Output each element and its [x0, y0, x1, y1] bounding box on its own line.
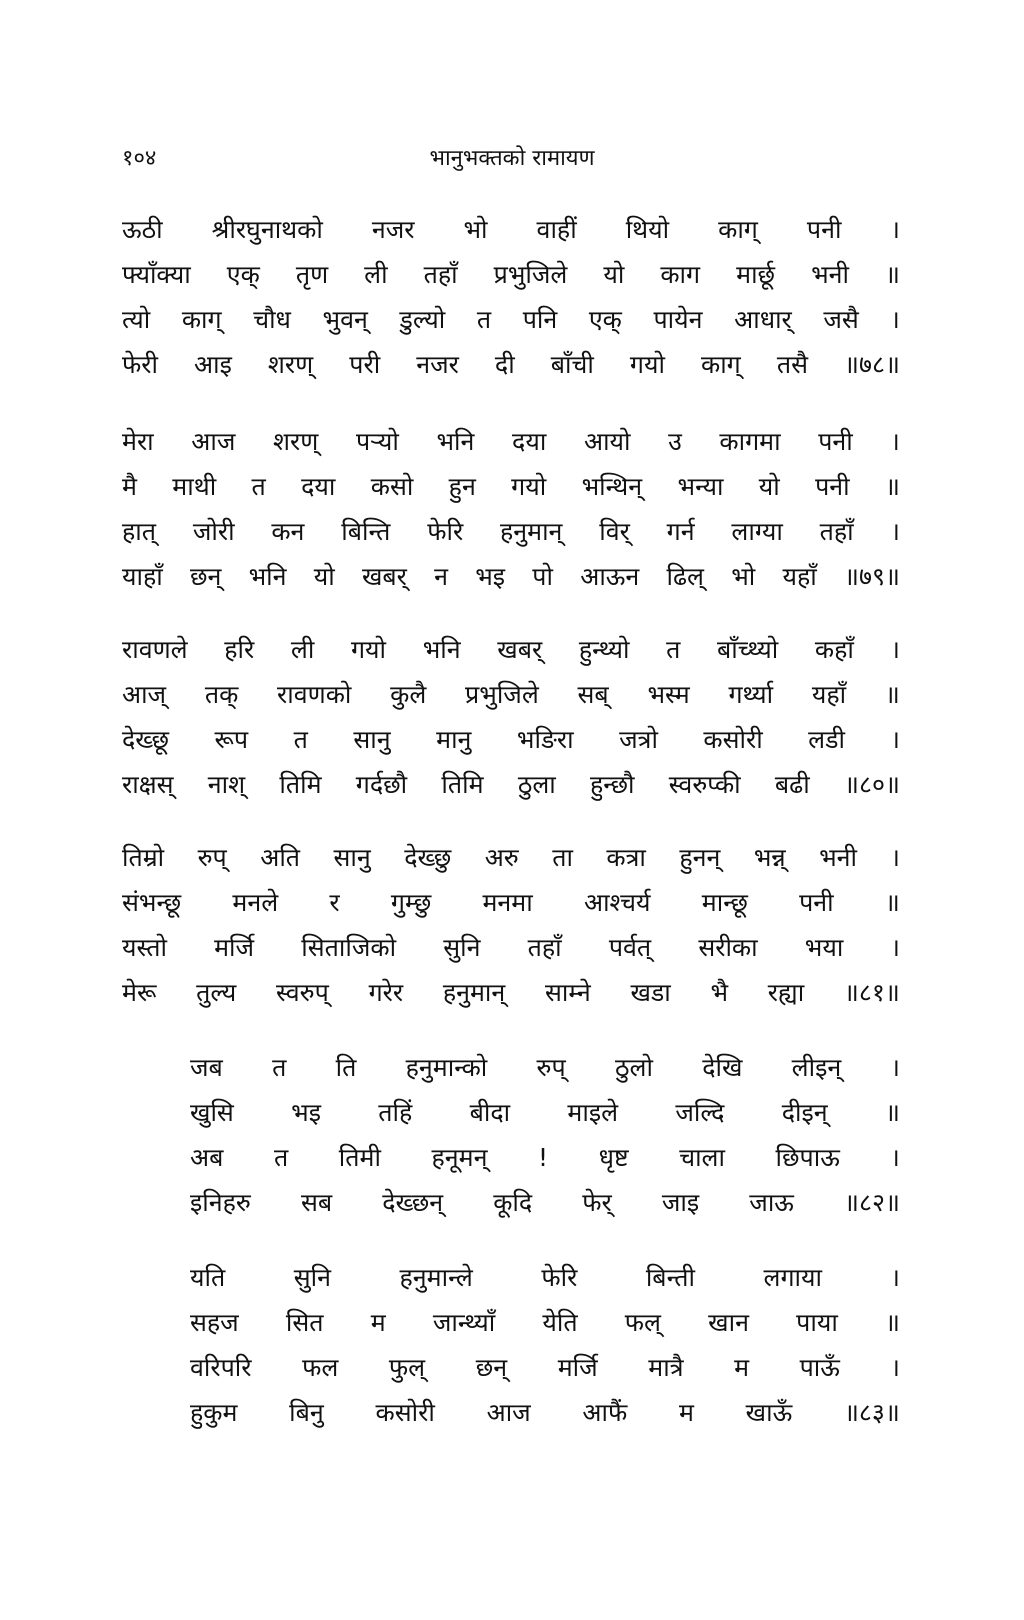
verse-word: त: [476, 305, 492, 334]
verse-word: ठुला: [517, 770, 556, 799]
verse-line: [122, 559, 900, 604]
verse-word: हात्: [122, 517, 157, 546]
verse-word: तृण: [295, 260, 329, 289]
verse-word: ।: [890, 843, 900, 872]
verse-word: हनुमान्: [442, 978, 506, 1007]
verse-word: त: [272, 1053, 287, 1082]
verse-word: भन्थिन्: [581, 472, 643, 501]
verse-word: म: [734, 1353, 750, 1382]
verse-word: हनुमान्को: [405, 1053, 488, 1082]
verse-word: जब: [190, 1053, 223, 1082]
verse-word: थियो: [625, 215, 670, 244]
verse-word: परी: [349, 350, 381, 379]
verse-word: आधार्: [734, 305, 792, 334]
verse-word: जत्रो: [619, 725, 658, 754]
verse-word: फेरि: [427, 517, 464, 546]
verse-word: फल्: [624, 1308, 661, 1337]
verse-word: आफैं: [582, 1398, 628, 1427]
stanza-83: [190, 1260, 900, 1440]
verse-word: पाया: [796, 1308, 838, 1337]
verse-word: ढिल्: [666, 562, 704, 591]
verse-word: उ: [668, 427, 682, 456]
verse-word: !: [538, 1143, 549, 1172]
verse-word: ॥८१॥: [843, 978, 900, 1007]
verse-word: गयो: [350, 635, 387, 664]
verse-word: तहाँ: [819, 517, 854, 546]
verse-line: [190, 1095, 900, 1140]
verse-word: चाला: [679, 1143, 725, 1172]
verse-word: दया: [512, 427, 547, 456]
verse-word: पो: [532, 562, 553, 591]
verse-word: कागमा: [719, 427, 781, 456]
stanza-80: [122, 632, 900, 812]
verse-word: खाऊँ: [745, 1398, 793, 1427]
verse-word: आज्: [122, 680, 167, 709]
verse-word: अति: [260, 843, 301, 872]
verse-word: साम्ने: [545, 978, 591, 1007]
stanza-82: [190, 1050, 900, 1230]
verse-word: देख्छन्: [382, 1188, 444, 1217]
verse-word: संभन्छू: [122, 888, 182, 917]
verse-word: हरि: [224, 635, 255, 664]
verse-word: म: [370, 1308, 386, 1337]
verse-word: हुन: [448, 472, 476, 501]
verse-word: चौध: [253, 305, 291, 334]
verse-word: रावणले: [122, 635, 188, 664]
verse-word: यहाँ: [811, 680, 847, 709]
verse-word: मान्छू: [701, 888, 748, 917]
verse-word: गयो: [629, 350, 665, 379]
verse-word: ठुलो: [614, 1053, 653, 1082]
verse-word: ॥: [884, 888, 900, 917]
verse-word: पनी: [818, 427, 853, 456]
verse-word: काग्: [718, 215, 758, 244]
verse-line: [122, 840, 900, 885]
verse-word: तिमि: [279, 770, 322, 799]
verse-word: तहाँ: [527, 933, 562, 962]
verse-word: हुकुम: [190, 1398, 238, 1427]
verse-word: पऱ्यो: [355, 427, 399, 456]
stanza-79: [122, 424, 900, 604]
verse-word: एक्: [226, 260, 260, 289]
verse-word: पर्वत्: [608, 933, 652, 962]
verse-word: त: [273, 1143, 289, 1172]
verse-word: त्यो: [122, 305, 151, 334]
page-number: १०४: [122, 146, 157, 171]
verse-word: जोरी: [192, 517, 235, 546]
verse-word: कन: [271, 517, 305, 546]
verse-word: मनले: [232, 888, 279, 917]
verse-word: देख्छू: [122, 725, 170, 754]
verse-word: भनी: [819, 843, 858, 872]
verse-word: सानु: [333, 843, 371, 872]
verse-word: दी: [494, 350, 515, 379]
verse-word: वाहीं: [536, 215, 577, 244]
verse-word: लाग्या: [731, 517, 783, 546]
verse-word: ।: [890, 427, 900, 456]
verse-word: भनि: [248, 562, 287, 591]
verse-word: ॥: [884, 680, 900, 709]
verse-word: तहाँ: [423, 260, 458, 289]
verse-word: न: [434, 562, 448, 591]
verse-word: गयो: [511, 472, 547, 501]
verse-word: नाश्: [207, 770, 246, 799]
verse-word: आइ: [194, 350, 232, 379]
verse-word: यहाँ: [782, 562, 817, 591]
verse-word: पायेन: [653, 305, 703, 334]
verse-word: सुनि: [293, 1263, 331, 1292]
verse-word: हनुमान्: [499, 517, 563, 546]
verse-word: रुप्: [197, 843, 227, 872]
verse-word: गर्दछौ: [355, 770, 408, 799]
verse-word: ॥: [885, 472, 900, 501]
verse-word: गर्न: [666, 517, 695, 546]
verse-word: एक्: [588, 305, 622, 334]
verse-word: पनि: [522, 305, 558, 334]
verse-word: रह्या: [767, 978, 805, 1007]
verse-word: अरु: [484, 843, 519, 872]
verse-word: प्रभुजिले: [465, 680, 539, 709]
verse-line: [122, 722, 900, 767]
verse-word: राक्षस्: [122, 770, 174, 799]
verse-word: सानु: [353, 725, 391, 754]
verse-word: सरीका: [698, 933, 758, 962]
verse-line: [190, 1140, 900, 1185]
verse-word: तिम्रो: [122, 843, 165, 872]
verse-word: खबर्: [361, 562, 407, 591]
verse-word: हनूमन्: [431, 1143, 488, 1172]
verse-word: पाऊँ: [799, 1353, 840, 1382]
verse-word: भङिरा: [516, 725, 574, 754]
verse-word: मानु: [436, 725, 472, 754]
verse-word: जाऊ: [749, 1188, 794, 1217]
verse-word: आयो: [583, 427, 631, 456]
verse-word: खडा: [630, 978, 671, 1007]
verse-word: मर्जि: [557, 1353, 598, 1382]
verse-word: भइ: [291, 1098, 321, 1127]
verse-word: कत्रा: [606, 843, 646, 872]
verse-word: हनुमान्ले: [399, 1263, 473, 1292]
verse-word: ॥: [885, 260, 900, 289]
verse-word: सब: [300, 1188, 333, 1217]
verse-line: [122, 347, 900, 392]
verse-word: ।: [890, 305, 900, 334]
verse-word: याहाँ: [122, 562, 163, 591]
page-header: [122, 142, 902, 182]
verse-line: [190, 1050, 900, 1095]
verse-word: त: [666, 635, 681, 664]
verse-line: [190, 1305, 900, 1350]
verse-word: विर्: [599, 517, 630, 546]
verse-word: खुसि: [190, 1098, 234, 1127]
verse-word: तसै: [776, 350, 808, 379]
verse-word: माइले: [567, 1098, 619, 1127]
verse-word: काग्: [181, 305, 222, 334]
verse-word: कहाँ: [814, 635, 854, 664]
verse-line: [190, 1350, 900, 1395]
verse-line: [122, 212, 900, 257]
verse-word: सब्: [577, 680, 609, 709]
verse-line: [122, 632, 900, 677]
verse-word: गरेर: [368, 978, 404, 1007]
verse-word: जसै: [823, 305, 859, 334]
verse-word: तिमी: [338, 1143, 381, 1172]
verse-word: फेरि: [541, 1263, 578, 1292]
verse-word: तुल्य: [196, 978, 237, 1007]
verse-line: [122, 469, 900, 514]
verse-line: [122, 424, 900, 469]
verse-word: रावणको: [277, 680, 352, 709]
verse-word: ।: [890, 725, 900, 754]
verse-word: फल: [302, 1353, 339, 1382]
verse-word: भनि: [422, 635, 461, 664]
verse-line: [122, 975, 900, 1020]
verse-word: जान्थ्याँ: [432, 1308, 496, 1337]
verse-word: बीदा: [469, 1098, 511, 1127]
verse-word: रूप: [214, 725, 249, 754]
verse-word: भुवन्: [322, 305, 368, 334]
verse-word: भनि: [436, 427, 475, 456]
verse-word: मेरू: [122, 978, 157, 1007]
verse-word: अब: [190, 1143, 224, 1172]
verse-word: नजर: [416, 350, 459, 379]
verse-word: ।: [890, 933, 900, 962]
verse-word: ।: [890, 1353, 900, 1382]
verse-line: [122, 302, 900, 347]
verse-word: ता: [552, 843, 573, 872]
verse-word: तहिं: [378, 1098, 413, 1127]
verse-word: मै: [122, 472, 137, 501]
verse-word: कुलै: [390, 680, 427, 709]
verse-word: शरण्: [267, 350, 314, 379]
verse-word: ।: [890, 635, 900, 664]
verse-word: बिन्ति: [341, 517, 391, 546]
verse-word: खान: [708, 1308, 749, 1337]
verse-word: ॥: [884, 1098, 900, 1127]
verse-word: ली: [364, 260, 388, 289]
verse-word: मेरा: [122, 427, 154, 456]
verse-word: भो: [731, 562, 756, 591]
verse-word: लडी: [808, 725, 845, 754]
verse-line: [122, 677, 900, 722]
verse-word: आज: [191, 427, 236, 456]
verse-word: त: [251, 472, 266, 501]
verse-line: [122, 930, 900, 975]
verse-word: फेर्: [582, 1188, 612, 1217]
verse-word: ॥: [884, 1308, 900, 1337]
verse-word: मर्जि: [214, 933, 255, 962]
verse-word: ।: [890, 215, 900, 244]
verse-word: पनी: [799, 888, 834, 917]
verse-word: ॥८३॥: [843, 1398, 900, 1427]
verse-word: कसोरी: [375, 1398, 435, 1427]
verse-word: छन्: [475, 1353, 508, 1382]
verse-word: बाँच्थ्यो: [716, 635, 779, 664]
verse-word: मनमा: [482, 888, 533, 917]
verse-word: गर्थ्या: [728, 680, 774, 709]
verse-word: स्वरुप्की: [668, 770, 741, 799]
verse-word: खबर्: [497, 635, 543, 664]
verse-word: यति: [190, 1263, 226, 1292]
verse-word: म: [678, 1398, 694, 1427]
verse-word: त: [293, 725, 308, 754]
verse-word: यो: [603, 260, 625, 289]
verse-line: [122, 885, 900, 930]
verse-word: भो: [463, 215, 488, 244]
stanza-78: [122, 212, 900, 392]
verse-word: भन्या: [677, 472, 724, 501]
verse-word: कसोरी: [703, 725, 763, 754]
verse-word: र: [329, 888, 340, 917]
verse-word: जाइ: [661, 1188, 700, 1217]
verse-word: ॥८०॥: [843, 770, 900, 799]
verse-word: काग: [660, 260, 701, 289]
verse-word: बिनु: [289, 1398, 324, 1427]
verse-word: सिताजिको: [301, 933, 397, 962]
verse-word: लगाया: [763, 1263, 822, 1292]
verse-word: येति: [542, 1308, 578, 1337]
verse-word: हुन्थ्यो: [578, 635, 630, 664]
verse-word: आऊन: [580, 562, 640, 591]
verse-word: हुन्छौ: [590, 770, 635, 799]
verse-word: बिन्ती: [645, 1263, 695, 1292]
verse-word: सित: [285, 1308, 324, 1337]
verse-word: पनी: [806, 215, 842, 244]
verse-word: सुनि: [443, 933, 481, 962]
stanza-81: [122, 840, 900, 1020]
verse-word: तिमि: [441, 770, 484, 799]
verse-word: मात्रै: [648, 1353, 684, 1382]
verse-word: इनिहरु: [190, 1188, 251, 1217]
verse-word: ।: [890, 1053, 900, 1082]
verse-word: आज: [486, 1398, 531, 1427]
verse-line: [122, 257, 900, 302]
verse-word: लीइन्: [791, 1053, 842, 1082]
verse-word: ।: [890, 1143, 900, 1172]
verse-word: यो: [313, 562, 335, 591]
verse-word: दीइन्: [781, 1098, 828, 1127]
verse-word: ॥८२॥: [844, 1188, 900, 1217]
verse-line: [190, 1395, 900, 1440]
running-title: भानुभक्तको रामायण: [429, 146, 595, 171]
verse-word: हुनन्: [679, 843, 721, 872]
verse-word: ली: [290, 635, 315, 664]
verse-word: ।: [890, 1263, 900, 1292]
verse-word: कसो: [370, 472, 414, 501]
verse-word: पनी: [815, 472, 850, 501]
verse-word: ॥७८॥: [844, 350, 900, 379]
verse-word: आश्चर्य: [583, 888, 651, 917]
verse-word: श्रीरघुनाथको: [211, 215, 323, 244]
verse-word: धृष्ट: [598, 1143, 629, 1172]
verse-word: भया: [804, 933, 844, 962]
verse-word: फेरी: [122, 350, 158, 379]
verse-word: देखि: [702, 1053, 743, 1082]
verse-word: भस्म: [647, 680, 690, 709]
verse-word: छन्: [189, 562, 222, 591]
verse-word: नजर: [371, 215, 415, 244]
verse-line: [190, 1185, 900, 1230]
verse-word: ।: [890, 517, 900, 546]
verse-word: कूदि: [493, 1188, 533, 1217]
verse-word: ऊठी: [122, 215, 163, 244]
verse-word: दया: [301, 472, 336, 501]
verse-word: देख्छु: [404, 843, 452, 872]
verse-word: मार्छू: [736, 260, 776, 289]
verse-word: वरिपरि: [190, 1353, 252, 1382]
verse-word: स्वरुप्: [276, 978, 329, 1007]
verse-word: ति: [335, 1053, 357, 1082]
verse-word: भै: [710, 978, 729, 1007]
verse-line: [122, 514, 900, 559]
verse-word: डुल्यो: [399, 305, 446, 334]
verse-word: माथी: [172, 472, 217, 501]
verse-word: काग्: [701, 350, 741, 379]
verse-line: [190, 1260, 900, 1305]
verse-word: बढी: [774, 770, 810, 799]
verse-word: रुप्: [536, 1053, 566, 1082]
verse-word: तक्: [204, 680, 239, 709]
verse-word: प्रभुजिले: [493, 260, 568, 289]
verse-word: फ्याँक्या: [122, 260, 191, 289]
verse-line: [122, 767, 900, 812]
verse-word: ॥७९॥: [843, 562, 900, 591]
verse-word: बाँची: [550, 350, 594, 379]
verse-word: भनी: [811, 260, 850, 289]
verse-word: सहज: [190, 1308, 239, 1337]
verse-word: यो: [758, 472, 780, 501]
verse-word: शरण्: [273, 427, 319, 456]
verse-word: यस्तो: [122, 933, 167, 962]
verse-word: भइ: [475, 562, 506, 591]
verse-word: भन्न्: [753, 843, 786, 872]
verse-word: जल्दि: [675, 1098, 725, 1127]
verse-word: छिपाऊ: [775, 1143, 840, 1172]
verse-word: फुल्: [388, 1353, 426, 1382]
verse-word: गुम्छु: [390, 888, 432, 917]
